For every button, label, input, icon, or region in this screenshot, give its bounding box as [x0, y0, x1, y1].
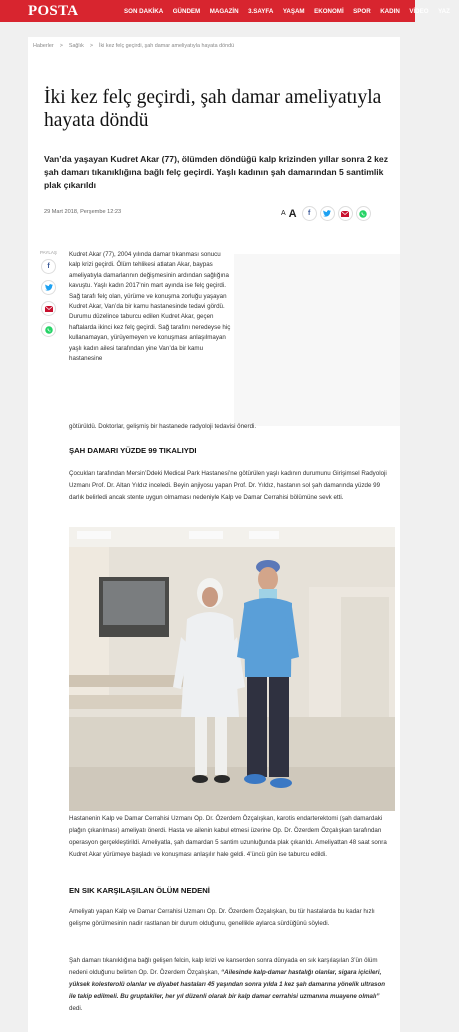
article-lead: Van’da yaşayan Kudret Akar (77), ölümden döndüğü kalp krizinden yıllar sonra 2 kez şah damarı tıkanıklığına bağlı felç geçirdi. Yaşlı kadının şah damarından 5 santimlik plak çıkarıldı: [44, 154, 389, 190]
share-sidebar: [40, 250, 58, 343]
share-label: PAYLAŞ: [40, 250, 57, 255]
section-heading: ŞAH DAMARI YÜZDE 99 TIKALIYDI: [69, 446, 197, 455]
article-paragraph: Kudret Akar (77), 2004 yılında damar tıkanması sonucu kalp krizi geçirdi. Ölüm tehlikesi atlatan Akar, baypas ameliyatıyla damarlarının değişmesinin ardından sağlığına kavuştu. Yaşlı kadın 2017’nin mart ayında ise felç geçirdi. Sağ tarafı felç olan, yürüme ve konuşma zorluğu yaşayan Kudret Akar, Van’da bir kamu hastanesinde tedavi gördü. Durumu düzelince taburcu edilen Kudret Akar, geçen haftalarda ikinci kez felç geçirdi. Sağ tarafını neredeyse hiç kullanamayan, yürüyemeyen ve konuşması anlaşılmayan yaşlı kadın ailesi tarafından yine Van’da bir kamu hastanesine: [69, 251, 231, 363]
article-paragraph: Hastanenin Kalp ve Damar Cerrahisi Uzmanı Op. Dr. Özerdem Özçalışkan, karotis endarterektomi (şah damardaki plağın çıkarılması) ameliyatı önerdi. Hasta ve ailenin kabul etmesi üzerine Op. Dr. Özerdem Özçalışkan tarafından operasyon gerçekleştirildi. Ameliyatla, şah damardan 5 santim uzunluğunda plak çıkarıldı. Ameliyattan 48 saat sonra Kudret Akar yürümeye başladı ve konuşması anlaşılır hale geldi. 4’üncü gün ise taburcu edildi.: [69, 815, 387, 858]
article-paragraph: götürüldü. Doktorlar, gelişmiş bir hastanede radyoloji tedavisi önerdi.: [69, 423, 257, 430]
nav-item-1[interactable]: GÜNDEM: [172, 7, 201, 15]
article-paragraph: [69, 955, 391, 1015]
font-increase-button[interactable]: A: [288, 207, 297, 220]
whatsapp-share-icon[interactable]: [41, 322, 56, 337]
top-navigation-bar: [0, 0, 450, 22]
nav-item-3[interactable]: 3.SAYFA: [248, 7, 274, 15]
breadcrumb-item[interactable]: Haberler: [33, 43, 54, 49]
nav-item-2[interactable]: MAGAZİN: [209, 7, 239, 15]
twitter-share-icon[interactable]: [320, 206, 335, 221]
section-heading: EN SIK KARŞILAŞILAN ÖLÜM NEDENİ: [69, 886, 210, 895]
nav-item-4[interactable]: YAŞAM: [282, 7, 305, 15]
breadcrumb-item[interactable]: Sağlık: [68, 43, 84, 49]
font-decrease-button[interactable]: A: [281, 210, 286, 217]
whatsapp-share-icon[interactable]: [356, 206, 371, 221]
breadcrumb-separator: >: [89, 43, 93, 49]
facebook-share-icon[interactable]: f: [302, 206, 317, 221]
article-title: İki kez felç geçirdi, şah damar ameliyatıyla hayata döndü: [44, 87, 382, 131]
breadcrumb: [33, 43, 240, 49]
nav-item-6[interactable]: SPOR: [353, 7, 371, 15]
breadcrumb-separator: >: [59, 43, 63, 49]
breadcrumb-item[interactable]: İki kez felç geçirdi, şah damar ameliyatıyla hayata döndü: [98, 43, 235, 49]
mail-share-icon[interactable]: [338, 206, 353, 221]
facebook-share-icon[interactable]: f: [41, 259, 56, 274]
nav-item-7[interactable]: KADIN: [380, 7, 400, 15]
article-tools: [281, 206, 371, 221]
main-nav: [124, 0, 459, 22]
publish-date: 29 Mart 2018, Perşembe 12:23: [44, 209, 122, 215]
hospital-corridor-photo: [69, 527, 395, 811]
article-photo: [69, 527, 395, 811]
paragraph-text: dedi.: [69, 1005, 83, 1012]
twitter-share-icon[interactable]: [41, 280, 56, 295]
nav-item-9[interactable]: YAZ: [438, 7, 450, 15]
paragraph-text: Şah damarı tıkanıklığına bağlı gelişen felcin, kalp krizi ve kanserden sonra dünyada en sık karşılaşılan 3’ün ölüm nedeni olduğunu belirten Op. Dr. Özerdem Özçalışkan,: [69, 957, 378, 976]
quote-text: “Ailesinde kalp-damar hastalığı olanlar, sigara içicileri, yüksek kolesterolü olanlar ve diyabet hastaları 45 yaşından sonra yılda 1 kez şah damarına yönelik ultrason ile takip edilmeli. Bu gruptakiler, her yıl düzenli olarak bir kalp damar cerrahisi uzmanına muayene olmalı”: [69, 969, 386, 1000]
nav-item-5[interactable]: EKONOMİ: [314, 7, 344, 15]
site-logo[interactable]: POSTA: [28, 3, 79, 19]
article-paragraph: Çocukları tarafından Mersin’Ddeki Medical Park Hastanesi’ne götürülen yaşlı kadının durumunu Girişimsel Radyoloji Uzmanı Prof. Dr. Altan Yıldız inceledi. Beyin anjiyosu yapan Prof. Dr. Yıldız, hastanın sol şah damarında yüzde 99 darlık belirledi ancak stente uygun olmaması nedeniyle Kalp ve Damar Cerrahisi bölümüne sevk etti.: [69, 470, 387, 501]
advertisement-placeholder: [234, 254, 400, 426]
mail-share-icon[interactable]: [41, 301, 56, 316]
nav-item-8[interactable]: VİDEO: [409, 7, 429, 15]
article-paragraph: Ameliyatı yapan Kalp ve Damar Cerrahisi Uzmanı Op. Dr. Özerdem Özçalışkan, bu tür hastalarda bu kadar hızlı gelişme görülmesinin nadir rastlanan bir durum olduğunu, genellikle aylarca sürdüğünü söyledi.: [69, 908, 375, 927]
nav-item-0[interactable]: SON DAKİKA: [124, 7, 164, 15]
